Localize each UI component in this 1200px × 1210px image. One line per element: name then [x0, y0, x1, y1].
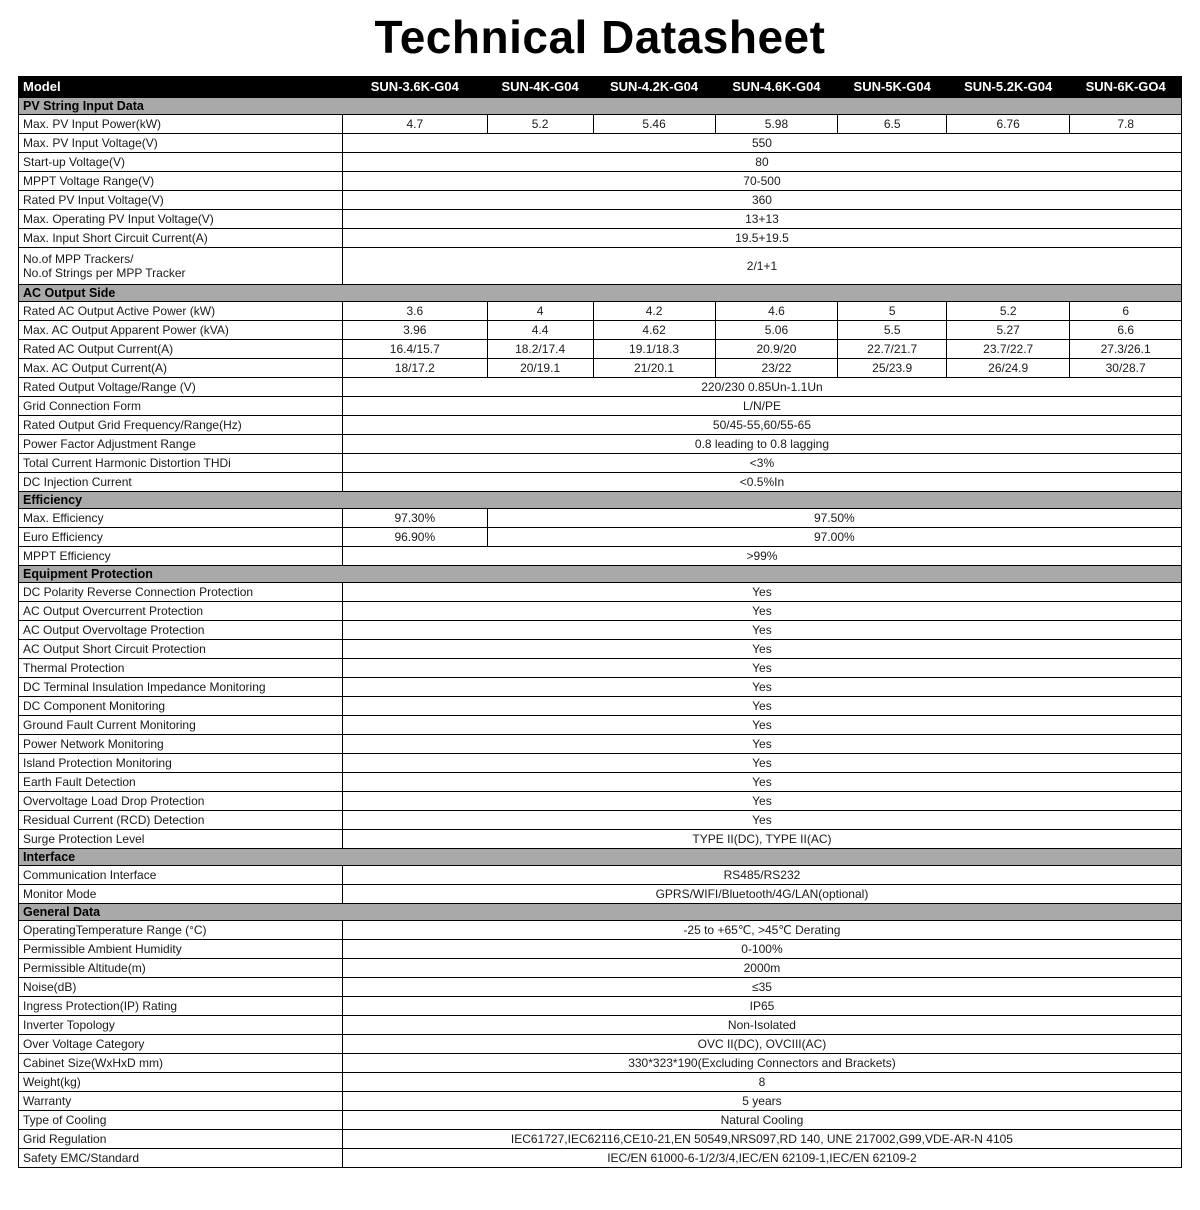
row-value-all-models: Yes	[342, 621, 1181, 640]
row-value: 22.7/21.7	[838, 340, 947, 359]
table-row	[19, 248, 1182, 285]
row-value-all-models: 13+13	[342, 210, 1181, 229]
datasheet-table	[18, 76, 1182, 1168]
row-value: 4.6	[715, 302, 838, 321]
row-value: 5.98	[715, 115, 838, 134]
table-row	[19, 454, 1182, 473]
row-label: Noise(dB)	[19, 978, 343, 997]
row-label: Surge Protection Level	[19, 830, 343, 849]
row-value-all-models: Yes	[342, 735, 1181, 754]
row-value-all-models: GPRS/WIFI/Bluetooth/4G/LAN(optional)	[342, 885, 1181, 904]
table-row	[19, 1016, 1182, 1035]
table-row	[19, 435, 1182, 454]
row-label: Weight(kg)	[19, 1073, 343, 1092]
row-label: Rated Output Grid Frequency/Range(Hz)	[19, 416, 343, 435]
row-value: 27.3/26.1	[1070, 340, 1182, 359]
row-value-all-models: Non-Isolated	[342, 1016, 1181, 1035]
table-row	[19, 659, 1182, 678]
row-value-all-models: 19.5+19.5	[342, 229, 1181, 248]
table-row	[19, 978, 1182, 997]
row-value: 20.9/20	[715, 340, 838, 359]
row-label: Start-up Voltage(V)	[19, 153, 343, 172]
row-value: 6.76	[947, 115, 1070, 134]
row-label: Rated PV Input Voltage(V)	[19, 191, 343, 210]
row-label: DC Injection Current	[19, 473, 343, 492]
table-row	[19, 473, 1182, 492]
row-value-all-models: Yes	[342, 602, 1181, 621]
table-row	[19, 229, 1182, 248]
table-row	[19, 1035, 1182, 1054]
row-value: 4	[487, 302, 593, 321]
row-label: Cabinet Size(WxHxD mm)	[19, 1054, 343, 1073]
row-value-all-models: Yes	[342, 754, 1181, 773]
row-value-all-models: Yes	[342, 811, 1181, 830]
row-label: Max. Efficiency	[19, 509, 343, 528]
row-label: DC Polarity Reverse Connection Protection	[19, 583, 343, 602]
table-row	[19, 735, 1182, 754]
table-row	[19, 583, 1182, 602]
row-value: 5.06	[715, 321, 838, 340]
row-value: 19.1/18.3	[593, 340, 715, 359]
section-title: AC Output Side	[19, 285, 1182, 302]
row-value-all-models: <0.5%In	[342, 473, 1181, 492]
table-row	[19, 997, 1182, 1016]
row-value: 7.8	[1070, 115, 1182, 134]
table-row	[19, 885, 1182, 904]
row-label: No.of MPP Trackers/ No.of Strings per MPP Tracker	[19, 248, 343, 285]
row-value-all-models: RS485/RS232	[342, 866, 1181, 885]
row-label: Thermal Protection	[19, 659, 343, 678]
row-label: Residual Current (RCD) Detection	[19, 811, 343, 830]
row-value-all-models: <3%	[342, 454, 1181, 473]
model-name: SUN-5.2K-G04	[947, 77, 1070, 98]
model-name: SUN-3.6K-G04	[342, 77, 487, 98]
row-value-all-models: L/N/PE	[342, 397, 1181, 416]
row-value: 4.7	[342, 115, 487, 134]
model-name: SUN-4.6K-G04	[715, 77, 838, 98]
row-label: Rated AC Output Active Power (kW)	[19, 302, 343, 321]
row-value: 5.2	[947, 302, 1070, 321]
table-row	[19, 754, 1182, 773]
row-value-other-models: 97.50%	[487, 509, 1181, 528]
row-label: AC Output Overcurrent Protection	[19, 602, 343, 621]
row-value-all-models: TYPE II(DC), TYPE II(AC)	[342, 830, 1181, 849]
row-label: Warranty	[19, 1092, 343, 1111]
row-value-all-models: IEC61727,IEC62116,CE10-21,EN 50549,NRS097,RD 140, UNE 217002,G99,VDE-AR-N 4105	[342, 1130, 1181, 1149]
model-name: SUN-6K-GO4	[1070, 77, 1182, 98]
row-value-all-models: Yes	[342, 697, 1181, 716]
row-label: MPPT Efficiency	[19, 547, 343, 566]
datasheet-body	[19, 77, 1182, 1168]
row-value: 4.2	[593, 302, 715, 321]
page-title: Technical Datasheet	[374, 11, 826, 63]
row-value: 6.5	[838, 115, 947, 134]
row-value-all-models: 2/1+1	[342, 248, 1181, 285]
table-row	[19, 359, 1182, 378]
table-row	[19, 1092, 1182, 1111]
row-value: 18/17.2	[342, 359, 487, 378]
table-row	[19, 697, 1182, 716]
row-value: 4.4	[487, 321, 593, 340]
model-header-label: Model	[19, 77, 343, 98]
table-row	[19, 1149, 1182, 1168]
section-title: General Data	[19, 904, 1182, 921]
row-label: Max. Input Short Circuit Current(A)	[19, 229, 343, 248]
row-label: Euro Efficiency	[19, 528, 343, 547]
table-row	[19, 153, 1182, 172]
row-value-all-models: 70-500	[342, 172, 1181, 191]
table-row	[19, 678, 1182, 697]
row-value-all-models: IP65	[342, 997, 1181, 1016]
row-value-all-models: 360	[342, 191, 1181, 210]
table-row	[19, 1130, 1182, 1149]
row-label: Power Network Monitoring	[19, 735, 343, 754]
row-value-all-models: 80	[342, 153, 1181, 172]
table-row	[19, 773, 1182, 792]
row-value: 21/20.1	[593, 359, 715, 378]
row-value-first-model: 97.30%	[342, 509, 487, 528]
row-label: Overvoltage Load Drop Protection	[19, 792, 343, 811]
row-value-first-model: 96.90%	[342, 528, 487, 547]
table-row	[19, 940, 1182, 959]
table-row	[19, 811, 1182, 830]
row-label: Rated AC Output Current(A)	[19, 340, 343, 359]
row-value: 5.27	[947, 321, 1070, 340]
row-value-all-models: 5 years	[342, 1092, 1181, 1111]
row-label: AC Output Overvoltage Protection	[19, 621, 343, 640]
row-value-all-models: 2000m	[342, 959, 1181, 978]
table-row	[19, 792, 1182, 811]
table-row	[19, 1073, 1182, 1092]
section-title: Efficiency	[19, 492, 1182, 509]
row-label: Max. AC Output Current(A)	[19, 359, 343, 378]
section-title: Interface	[19, 849, 1182, 866]
row-label: Max. PV Input Power(kW)	[19, 115, 343, 134]
table-row	[19, 547, 1182, 566]
row-label: Earth Fault Detection	[19, 773, 343, 792]
table-row	[19, 210, 1182, 229]
row-value-all-models: Yes	[342, 659, 1181, 678]
row-label: DC Terminal Insulation Impedance Monitoring	[19, 678, 343, 697]
table-row	[19, 191, 1182, 210]
table-row	[19, 397, 1182, 416]
table-row	[19, 302, 1182, 321]
table-row	[19, 134, 1182, 153]
row-label: Total Current Harmonic Distortion THDi	[19, 454, 343, 473]
row-value: 6	[1070, 302, 1182, 321]
table-row	[19, 1054, 1182, 1073]
table-row	[19, 340, 1182, 359]
section-header-row	[19, 904, 1182, 921]
row-label: Safety EMC/Standard	[19, 1149, 343, 1168]
row-label: Grid Connection Form	[19, 397, 343, 416]
row-value: 3.6	[342, 302, 487, 321]
row-value-all-models: -25 to +65℃, >45℃ Derating	[342, 921, 1181, 940]
table-row	[19, 416, 1182, 435]
table-row	[19, 716, 1182, 735]
row-label: Permissible Altitude(m)	[19, 959, 343, 978]
table-row	[19, 959, 1182, 978]
row-value: 16.4/15.7	[342, 340, 487, 359]
row-value-all-models: 550	[342, 134, 1181, 153]
table-row	[19, 509, 1182, 528]
row-value-all-models: Natural Cooling	[342, 1111, 1181, 1130]
table-row	[19, 378, 1182, 397]
row-value-other-models: 97.00%	[487, 528, 1181, 547]
row-value-all-models: 220/230 0.85Un-1.1Un	[342, 378, 1181, 397]
row-label: Max. Operating PV Input Voltage(V)	[19, 210, 343, 229]
section-header-row	[19, 98, 1182, 115]
row-label: MPPT Voltage Range(V)	[19, 172, 343, 191]
row-value: 20/19.1	[487, 359, 593, 378]
row-label: Rated Output Voltage/Range (V)	[19, 378, 343, 397]
row-label: Communication Interface	[19, 866, 343, 885]
row-value: 25/23.9	[838, 359, 947, 378]
model-name: SUN-5K-G04	[838, 77, 947, 98]
model-name: SUN-4K-G04	[487, 77, 593, 98]
section-title: Equipment Protection	[19, 566, 1182, 583]
row-value-all-models: 8	[342, 1073, 1181, 1092]
row-value-all-models: ≤35	[342, 978, 1181, 997]
row-value-all-models: IEC/EN 61000-6-1/2/3/4,IEC/EN 62109-1,IEC/EN 62109-2	[342, 1149, 1181, 1168]
row-value-all-models: >99%	[342, 547, 1181, 566]
model-name: SUN-4.2K-G04	[593, 77, 715, 98]
row-label: Type of Cooling	[19, 1111, 343, 1130]
row-label: Power Factor Adjustment Range	[19, 435, 343, 454]
row-value: 6.6	[1070, 321, 1182, 340]
table-row	[19, 602, 1182, 621]
row-value: 23.7/22.7	[947, 340, 1070, 359]
row-label: Island Protection Monitoring	[19, 754, 343, 773]
table-row	[19, 621, 1182, 640]
row-value: 5.46	[593, 115, 715, 134]
row-label: Monitor Mode	[19, 885, 343, 904]
table-row	[19, 830, 1182, 849]
row-label: Max. AC Output Apparent Power (kVA)	[19, 321, 343, 340]
row-label: Grid Regulation	[19, 1130, 343, 1149]
row-label: Permissible Ambient Humidity	[19, 940, 343, 959]
section-header-row	[19, 849, 1182, 866]
row-value: 3.96	[342, 321, 487, 340]
row-value-all-models: OVC II(DC), OVCIII(AC)	[342, 1035, 1181, 1054]
row-value: 26/24.9	[947, 359, 1070, 378]
row-value-all-models: 0.8 leading to 0.8 lagging	[342, 435, 1181, 454]
row-value-all-models: Yes	[342, 640, 1181, 659]
row-label: Ingress Protection(IP) Rating	[19, 997, 343, 1016]
row-label: Over Voltage Category	[19, 1035, 343, 1054]
row-value: 5.2	[487, 115, 593, 134]
table-row	[19, 866, 1182, 885]
section-header-row	[19, 492, 1182, 509]
row-value-all-models: 50/45-55,60/55-65	[342, 416, 1181, 435]
table-row	[19, 528, 1182, 547]
row-value-all-models: 330*323*190(Excluding Connectors and Brackets)	[342, 1054, 1181, 1073]
row-label: AC Output Short Circuit Protection	[19, 640, 343, 659]
row-value: 4.62	[593, 321, 715, 340]
row-value-all-models: Yes	[342, 583, 1181, 602]
row-value-all-models: 0-100%	[342, 940, 1181, 959]
row-value: 18.2/17.4	[487, 340, 593, 359]
table-row	[19, 172, 1182, 191]
row-label: OperatingTemperature Range (°C)	[19, 921, 343, 940]
table-row	[19, 640, 1182, 659]
section-header-row	[19, 566, 1182, 583]
row-value-all-models: Yes	[342, 792, 1181, 811]
table-row	[19, 115, 1182, 134]
section-title: PV String Input Data	[19, 98, 1182, 115]
table-row	[19, 321, 1182, 340]
row-value-all-models: Yes	[342, 716, 1181, 735]
row-label: Max. PV Input Voltage(V)	[19, 134, 343, 153]
row-value: 5	[838, 302, 947, 321]
row-value-all-models: Yes	[342, 773, 1181, 792]
table-row	[19, 921, 1182, 940]
model-header-row	[19, 77, 1182, 98]
row-value-all-models: Yes	[342, 678, 1181, 697]
row-value: 30/28.7	[1070, 359, 1182, 378]
row-value: 23/22	[715, 359, 838, 378]
row-label: Ground Fault Current Monitoring	[19, 716, 343, 735]
table-row	[19, 1111, 1182, 1130]
section-header-row	[19, 285, 1182, 302]
row-label: DC Component Monitoring	[19, 697, 343, 716]
row-value: 5.5	[838, 321, 947, 340]
row-label: Inverter Topology	[19, 1016, 343, 1035]
